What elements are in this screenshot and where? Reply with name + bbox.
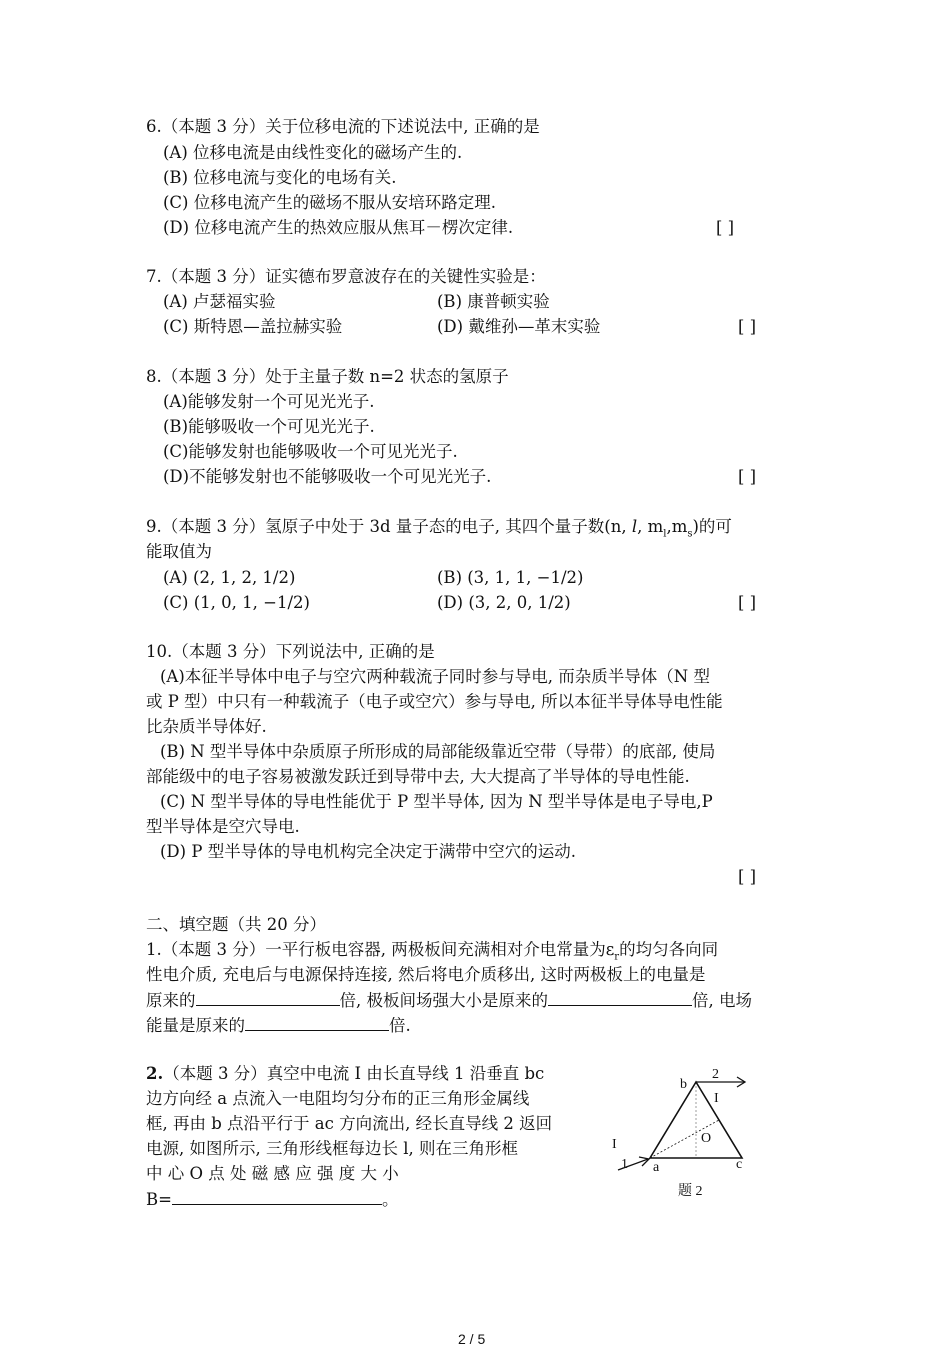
- q8-title: 8.（本题 3 分）处于主量子数 n=2 状态的氢原子: [146, 367, 509, 386]
- fill2-line4: 电源, 如图所示, 三角形线框每边长 l, 则在三角形框: [146, 1139, 518, 1158]
- q10-answer-bracket[interactable]: [ ]: [738, 867, 757, 886]
- fill2-line3: 框, 再由 b 点沿平行于 ac 方向流出, 经长直导线 2 返回: [146, 1114, 553, 1133]
- fill1-line1: 1.（本题 3 分）一平行板电容器, 两极板间充满相对介电常量为$\varepsilon_r$的均匀各向同: [146, 940, 719, 963]
- label-O: O: [701, 1131, 712, 1146]
- q9-option-b: (B) (3, 1, 1, −1/2): [437, 568, 584, 587]
- q6-answer-bracket[interactable]: [ ]: [716, 218, 735, 237]
- q9-option-a: (A) (2, 1, 2, 1/2): [163, 568, 296, 587]
- label-b: b: [680, 1077, 687, 1092]
- q7-option-a: (A) 卢瑟福实验: [163, 292, 276, 311]
- fill2-line2: 边方向经 a 点流入一电阻均匀分布的正三角形金属线: [146, 1089, 530, 1108]
- q8-option-c: (C)能够发射也能够吸收一个可见光光子.: [163, 442, 458, 461]
- fill1-line2: 性电介质, 充电后与电源保持连接, 然后将电介质移出, 这时两极板上的电量是: [146, 965, 706, 984]
- q8-option-d: (D)不能够发射也不能够吸收一个可见光光子.: [163, 467, 492, 486]
- q6-option-d: (D) 位移电流产生的热效应服从焦耳－楞次定律.: [163, 218, 514, 237]
- label-I-top: I: [714, 1091, 719, 1106]
- label-a: a: [653, 1160, 660, 1175]
- fill1-blank-3[interactable]: [245, 1014, 389, 1031]
- page-number: 2 / 5: [458, 1331, 486, 1347]
- q10-option-b-line2: 部能级中的电子容易被激发跃迁到导带中去, 大大提高了半导体的导电性能.: [146, 767, 690, 786]
- fill2-line5: 中 心 O 点 处 磁 感 应 强 度 大 小: [146, 1164, 399, 1183]
- fill2-line1: 2.（本题 3 分）真空中电流 I 由长直导线 1 沿垂直 bc: [146, 1064, 545, 1083]
- fill1-blank-2[interactable]: [548, 989, 692, 1006]
- label-2: 2: [712, 1067, 719, 1082]
- q10-option-d: (D) P 型半导体的导电机构完全决定于满带中空穴的运动.: [160, 842, 576, 861]
- q6-option-a: (A) 位移电流是由线性变化的磁场产生的.: [163, 143, 463, 162]
- fill1-line3: 原来的 倍, 极板间场强大小是原来的 倍, 电场: [146, 991, 752, 1010]
- q9-title-cont: 能取值为: [146, 542, 212, 561]
- fill2-line6: B= 。: [146, 1190, 399, 1209]
- q8-option-a: (A)能够发射一个可见光光子.: [163, 392, 375, 411]
- q9-option-c: (C) (1, 0, 1, −1/2): [163, 593, 310, 612]
- fill1-line4: 能量是原来的 倍.: [146, 1016, 411, 1035]
- q9-title: 9.（本题 3 分）氢原子中处于 3d 量子态的电子, 其四个量子数(n, l, $m_l,m_s$)的可: [146, 517, 732, 540]
- q8-answer-bracket[interactable]: [ ]: [738, 467, 757, 486]
- q9-answer-bracket[interactable]: [ ]: [738, 593, 757, 612]
- figure-caption: 题 2: [678, 1184, 703, 1199]
- q7-title: 7.（本题 3 分）证实德布罗意波存在的关键性实验是：: [146, 267, 546, 286]
- q7-answer-bracket[interactable]: [ ]: [738, 317, 757, 336]
- q6-option-b: (B) 位移电流与变化的电场有关.: [163, 168, 397, 187]
- q9-option-d: (D) (3, 2, 0, 1/2): [437, 593, 571, 612]
- label-I-left: I: [612, 1137, 617, 1152]
- label-c: c: [736, 1157, 743, 1172]
- q10-title: 10.（本题 3 分）下列说法中, 正确的是: [146, 642, 435, 661]
- q7-option-b: (B) 康普顿实验: [437, 292, 550, 311]
- section-title: 二、填空题（共 20 分）: [146, 915, 326, 934]
- q10-option-c-line2: 型半导体是空穴导电.: [146, 817, 300, 836]
- triangle-circuit-figure: [600, 1060, 800, 1210]
- q10-option-a-line2: 或 P 型）中只有一种载流子（电子或空穴）参与导电, 所以本征半导体导电性能: [146, 692, 723, 711]
- q6-option-c: (C) 位移电流产生的磁场不服从安培环路定理.: [163, 193, 496, 212]
- q10-option-c-line1: (C) N 型半导体的导电性能优于 P 型半导体, 因为 N 型半导体是电子导电,P: [160, 792, 713, 811]
- q7-option-d: (D) 戴维孙—革末实验: [437, 317, 601, 336]
- label-1: 1: [621, 1157, 628, 1172]
- fill1-blank-1[interactable]: [196, 989, 340, 1006]
- q7-option-c: (C) 斯特恩—盖拉赫实验: [163, 317, 343, 336]
- q10-option-b-line1: (B) N 型半导体中杂质原子所形成的局部能级靠近空带（导带）的底部, 使局: [160, 742, 716, 761]
- q10-option-a-line1: (A)本征半导体中电子与空穴两种载流子同时参与导电, 而杂质半导体（N 型: [160, 667, 710, 686]
- fill2-blank[interactable]: [172, 1188, 382, 1205]
- q10-option-a-line3: 比杂质半导体好.: [146, 717, 267, 736]
- q6-title: 6.（本题 3 分）关于位移电流的下述说法中, 正确的是: [146, 117, 540, 136]
- q8-option-b: (B)能够吸收一个可见光光子.: [163, 417, 375, 436]
